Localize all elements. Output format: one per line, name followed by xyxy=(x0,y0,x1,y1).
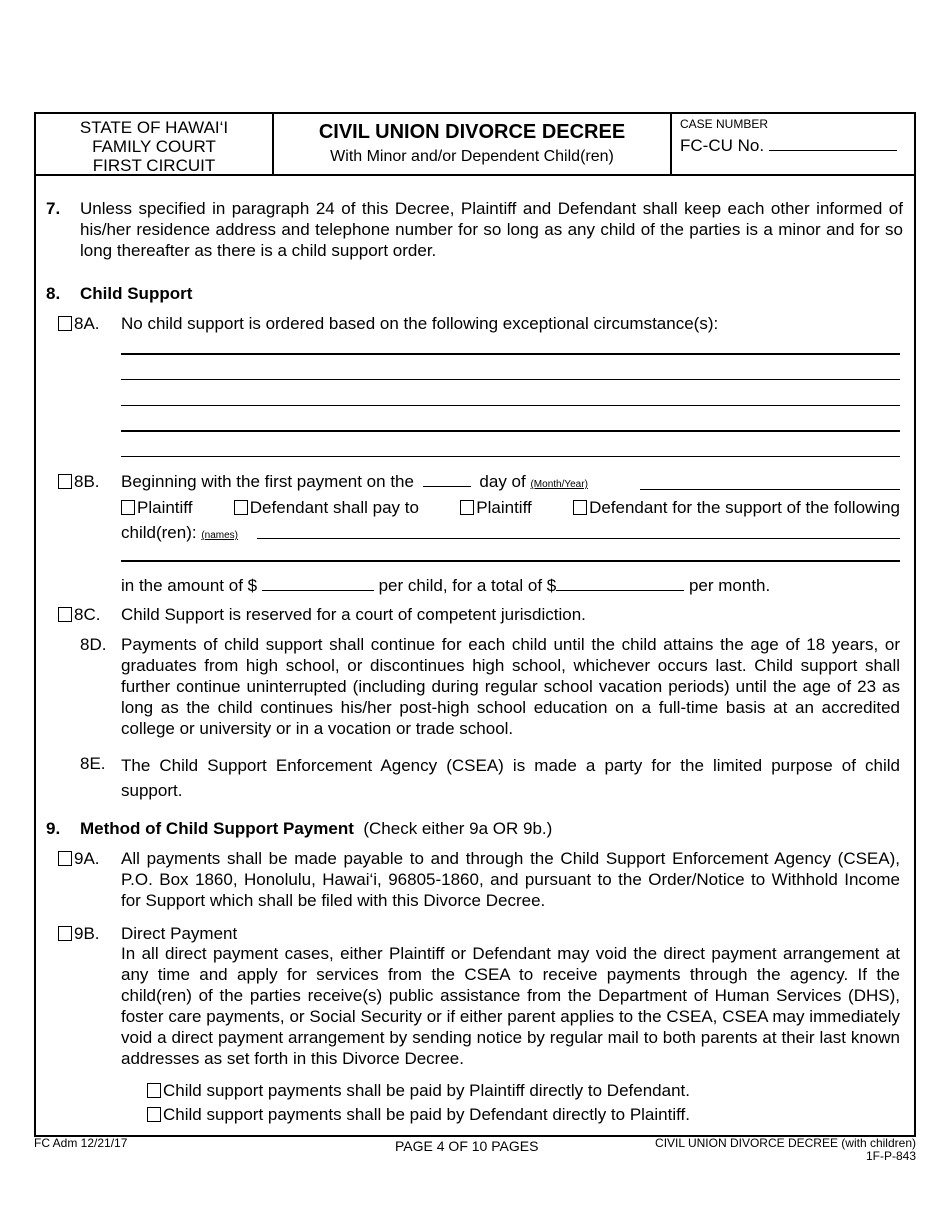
checkbox-plaintiff-to-defendant[interactable] xyxy=(147,1083,161,1098)
para-8e-text: The Child Support Enforcement Agency (CSEA) is made a party for the limited purpose of child support. xyxy=(121,756,900,800)
per-child-amount-field[interactable] xyxy=(262,576,374,591)
state-label: STATE OF HAWAI‘I xyxy=(79,118,229,137)
8b-text: Beginning with the first payment on the xyxy=(121,472,414,491)
circumstance-line[interactable] xyxy=(121,456,900,457)
label: Child support payments shall be paid by Plaintiff directly to Defendant. xyxy=(163,1081,690,1100)
names-hint: (names) xyxy=(201,530,239,541)
checkbox-payee-plaintiff[interactable] xyxy=(460,500,474,515)
para-8e-number: 8E. xyxy=(80,754,106,773)
label: Plaintiff xyxy=(137,498,193,517)
direct-option-2 xyxy=(147,1104,690,1125)
option-8c-text: Child Support is reserved for a court of competent jurisdiction. xyxy=(121,605,586,624)
per-month-label: per month. xyxy=(688,576,771,595)
label: Plaintiff xyxy=(476,498,532,517)
children-label: child(ren): xyxy=(121,523,197,542)
page-number: PAGE 4 OF 10 PAGES xyxy=(395,1138,539,1154)
children-names-field[interactable] xyxy=(257,538,900,539)
option-9b: 9B. xyxy=(58,923,100,944)
circuit-label: FIRST CIRCUIT xyxy=(92,156,216,175)
option-9a: 9A. xyxy=(58,848,100,869)
circumstance-line[interactable] xyxy=(121,379,900,380)
document-title: CIVIL UNION DIVORCE DECREE xyxy=(318,121,626,143)
para-7-text: Unless specified in paragraph 24 of this Decree, Plaintiff and Defendant shall keep each other informed of his/her residence address and telephone number for so long as any child of the parties is a minor and for so long thereafter as there is a child support order. xyxy=(80,199,903,260)
option-9a-text: All payments shall be made payable to and through the Child Support Enforcement Agency (CSEA), P.O. Box 1860, Honolulu, Hawai‘i, 96805-1860, and pursuant to the Order/Notice to Withhold Income for Support which shall be filed with this Divorce Decree. xyxy=(121,849,900,910)
form-revision: FC Adm 12/21/17 xyxy=(34,1136,128,1150)
label: Defendant shall pay to xyxy=(249,498,419,517)
total-amount-field[interactable] xyxy=(556,576,684,591)
checkbox-9b[interactable] xyxy=(58,926,72,941)
court-name xyxy=(36,118,272,175)
option-9b-text: In all direct payment cases, either Plaintiff or Defendant may void the direct payment arrangement at any time and apply for services from the CSEA to receive payments through the agency. If the child(ren) of the parties receive(s) public assistance from the Department of Human Services (DHS), foster care payments, or Social Security or if either parent applies to the CSEA, CSEA may immediately void a direct payment arrangement by sending notice by regular mail to both parents at their last known addresses as set forth in this Divorce Decree. xyxy=(121,944,900,1068)
month-year-field[interactable] xyxy=(640,489,900,490)
para-8-number: 8. xyxy=(46,284,61,303)
case-number-field[interactable] xyxy=(680,136,897,156)
para-8d-number: 8D. xyxy=(80,635,107,654)
circumstance-line[interactable] xyxy=(121,430,900,432)
label: Child support payments shall be paid by Defendant directly to Plaintiff. xyxy=(163,1105,690,1124)
label: Defendant for the support of the following xyxy=(589,498,900,517)
checkbox-9a[interactable] xyxy=(58,851,72,866)
option-8c: 8C. xyxy=(58,604,100,625)
form-code: 1F-P-843 xyxy=(865,1149,916,1163)
direct-option-1 xyxy=(147,1080,690,1101)
total-label: per child, for a total of $ xyxy=(378,576,557,595)
footer-document-title: CIVIL UNION DIVORCE DECREE (with children) xyxy=(655,1136,916,1150)
option-9b-title: Direct Payment xyxy=(121,924,238,943)
checkbox-payer-plaintiff[interactable] xyxy=(121,500,135,515)
case-prefix: FC-CU No. xyxy=(680,136,765,155)
circumstance-line[interactable] xyxy=(121,353,900,355)
checkbox-8c[interactable] xyxy=(58,607,72,622)
para-8-title: Child Support xyxy=(80,284,193,303)
checkbox-8b[interactable] xyxy=(58,474,72,489)
day-field[interactable] xyxy=(423,472,471,487)
option-8b: 8B. xyxy=(58,471,100,492)
document-subtitle: With Minor and/or Dependent Child(ren) xyxy=(330,148,614,165)
checkbox-8a[interactable] xyxy=(58,316,72,331)
para-9-title: Method of Child Support Payment xyxy=(80,819,354,838)
option-8a: 8A. xyxy=(58,313,100,334)
checkbox-payer-defendant[interactable] xyxy=(234,500,248,515)
form-header xyxy=(36,114,914,176)
amount-label: in the amount of $ xyxy=(121,576,258,595)
para-7-number: 7. xyxy=(46,199,61,218)
para-9-number: 9. xyxy=(46,819,61,838)
checkbox-defendant-to-plaintiff[interactable] xyxy=(147,1107,161,1122)
para-9-hint: (Check either 9a OR 9b.) xyxy=(363,819,553,838)
8b-text: day of xyxy=(479,472,526,491)
option-8a-text: No child support is ordered based on the following exceptional circumstance(s): xyxy=(121,314,719,333)
court-label: FAMILY COURT xyxy=(92,137,216,156)
month-year-hint: (Month/Year) xyxy=(530,479,588,490)
circumstance-line[interactable] xyxy=(121,405,900,406)
para-8d-text: Payments of child support shall continue for each child until the child attains the age of 18 years, or graduates from high school, or discontinues high school, whichever occurs last. Child support shall further continue uninterrupted (including during regular school vacation periods) until the age of 23 as long as the child continues his/her post-high school education on a full-time basis at an accredited college or university or in a vocation or trade school. xyxy=(121,635,900,738)
children-names-field[interactable] xyxy=(121,560,900,562)
case-number-label: CASE NUMBER xyxy=(680,117,769,131)
checkbox-payee-defendant[interactable] xyxy=(573,500,587,515)
